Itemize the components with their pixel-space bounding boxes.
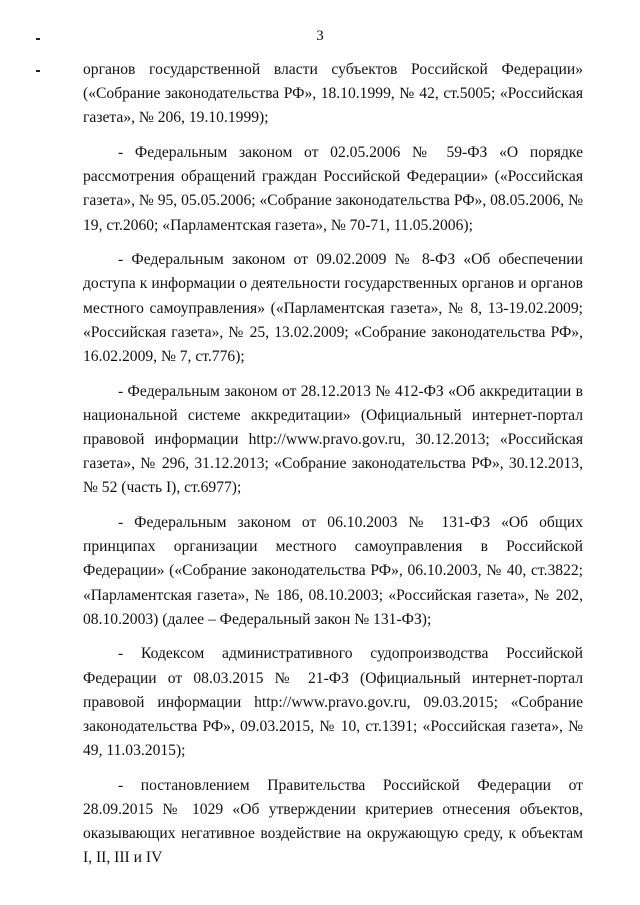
paragraph-kas-rf: - Кодексом административного судопроизводства Российской Федерации от 08.03.2015 № 21-ФЗ (Официальный интернет-портал правовой информации http://www.pravo.gov.ru, 09.03.2015; «Собрание законодательства РФ», 09.03.2015, № 10, ст.1391; «Российская газета», № 49, 11.03.2015); bbox=[83, 645, 583, 760]
margin-mark bbox=[36, 70, 40, 72]
paragraph-law-59-fz: - Федеральным законом от 02.05.2006 № 59-ФЗ «О порядке рассмотрения обращений граждан Российской Федерации» («Российская газета», № 95, 05.05.2006; «Собрание законодательства РФ», 08.05.2006, № 19, ст.2060; «Парламентская газета», № 70-71, 11.05.2006); bbox=[83, 144, 583, 234]
paragraph-law-8-fz: - Федеральным законом от 09.02.2009 № 8-ФЗ «Об обеспечении доступа к информации о деятельности государственных органов и органов местного самоуправления» («Парламентская газета», № 8, 13-19.02.2009; «Российская газета», № 25, 13.02.2009; «Собрание законодательства РФ», 16.02.2009, № 7, ст.776); bbox=[83, 251, 583, 366]
paragraph-resolution-1029: - постановлением Правительства Российской Федерации от 28.09.2015 № 1029 «Об утверждении критериев отнесения объектов, оказывающих негативное воздействие на окружающую среду, к объектам I, II, III и IV bbox=[83, 776, 583, 867]
document-body bbox=[83, 58, 583, 871]
paragraph-law-412-fz: - Федеральным законом от 28.12.2013 № 412-ФЗ «Об аккредитации в национальной системе аккредитации» (Официальный интернет-портал правовой информации http://www.pravo.gov.ru, 30.12.2013; «Российская газета», № 296, 31.12.2013; «Собрание законодательства РФ», 30.12.2013, № 52 (часть I), ст.6977); bbox=[83, 382, 583, 497]
paragraph-law-131-fz: - Федеральным законом от 06.10.2003 № 131-ФЗ «Об общих принципах организации местного самоуправления в Российской Федерации» («Собрание законодательства РФ», 06.10.2003, № 40, ст.3822; «Парламентская газета», № 186, 08.10.2003; «Российская газета», № 202, 08.10.2003) (далее – Федеральный закон № 131-ФЗ); bbox=[83, 514, 583, 628]
paragraph-continuation: органов государственной власти субъектов Российской Федерации» («Собрание законодательства РФ», 18.10.1999, № 42, ст.5005; «Российская газета», № 206, 19.10.1999); bbox=[83, 61, 583, 127]
page-number: 3 bbox=[316, 28, 324, 44]
